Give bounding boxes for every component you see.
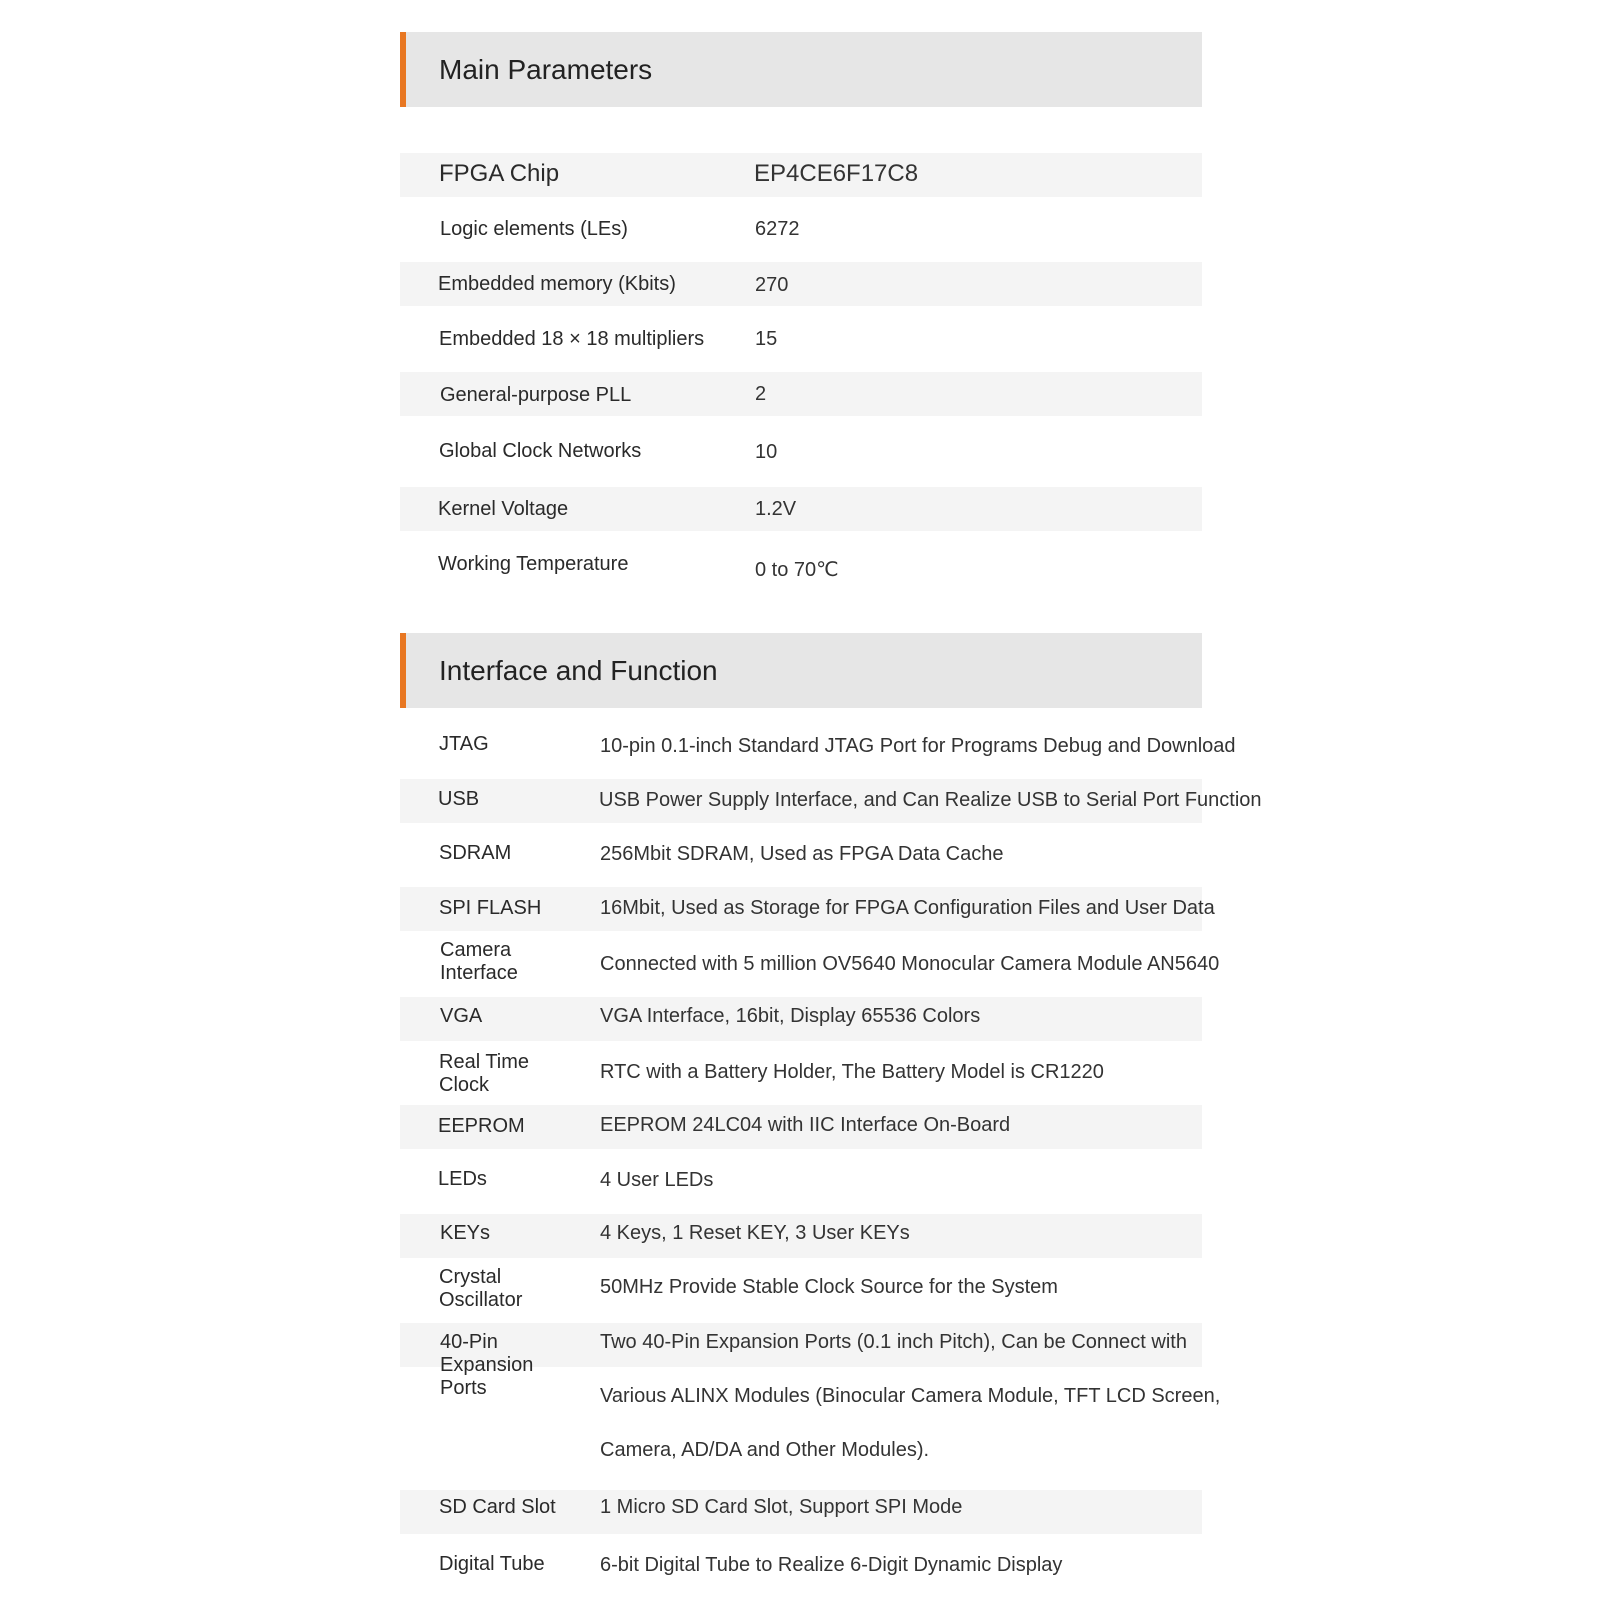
- param-value-global-clock: 10: [755, 441, 778, 463]
- interface-value-expansion-ports-line-2: Various ALINX Modules (Binocular Camera Module, TFT LCD Screen,: [600, 1385, 1221, 1407]
- interface-value-sdram: 256Mbit SDRAM, Used as FPGA Data Cache: [600, 843, 1004, 865]
- interface-label-vga: VGA: [440, 1005, 483, 1027]
- interface-value-keys: 4 Keys, 1 Reset KEY, 3 User KEYs: [600, 1222, 910, 1244]
- interface-label-real-time-clock: Real Time Clock: [439, 1051, 530, 1096]
- interface-value-expansion-ports-line-1: Two 40-Pin Expansion Ports (0.1 inch Pitch), Can be Connect with: [600, 1331, 1187, 1353]
- interface-value-expansion-ports-line-3: Camera, AD/DA and Other Modules).: [600, 1439, 930, 1461]
- param-label-working-temperature: Working Temperature: [438, 553, 629, 575]
- main-parameters-header: [400, 32, 1202, 107]
- interface-value-digital-tube: 6-bit Digital Tube to Realize 6-Digit Dynamic Display: [600, 1554, 1063, 1576]
- interface-value-jtag: 10-pin 0.1-inch Standard JTAG Port for Programs Debug and Download: [600, 735, 1236, 757]
- interface-label-sd-card-slot: SD Card Slot: [439, 1496, 556, 1518]
- param-value-working-temperature: 0 to 70℃: [755, 559, 839, 581]
- interface-value-crystal-oscillator: 50MHz Provide Stable Clock Source for the System: [600, 1276, 1058, 1298]
- interface-label-camera-interface: Camera Interface: [440, 939, 518, 984]
- interface-label-crystal-oscillator: Crystal Oscillator: [439, 1266, 523, 1311]
- interface-label-expansion-ports: 40-Pin Expansion Ports: [440, 1331, 534, 1399]
- interface-label-jtag: JTAG: [439, 733, 489, 755]
- interface-value-usb: USB Power Supply Interface, and Can Realize USB to Serial Port Function: [599, 789, 1262, 811]
- param-label-pll: General-purpose PLL: [440, 384, 632, 406]
- interface-label-eeprom: EEPROM: [438, 1115, 525, 1137]
- interface-label-sdram: SDRAM: [439, 842, 512, 864]
- param-value-logic-elements: 6272: [755, 218, 800, 240]
- interface-value-spi-flash: 16Mbit, Used as Storage for FPGA Configuration Files and User Data: [600, 897, 1215, 919]
- interface-label-keys: KEYs: [440, 1222, 491, 1244]
- interface-function-header: [400, 633, 1202, 708]
- section-title: Main Parameters: [439, 54, 653, 85]
- interface-value-sd-card-slot: 1 Micro SD Card Slot, Support SPI Mode: [600, 1496, 963, 1518]
- param-label-multipliers: Embedded 18 × 18 multipliers: [439, 328, 705, 350]
- interface-label-spi-flash: SPI FLASH: [439, 897, 542, 919]
- param-value-multipliers: 15: [755, 328, 778, 350]
- param-label-kernel-voltage: Kernel Voltage: [438, 498, 569, 520]
- param-label-logic-elements: Logic elements (LEs): [440, 218, 628, 240]
- interface-value-camera-interface: Connected with 5 million OV5640 Monocular Camera Module AN5640: [600, 953, 1220, 975]
- accent-bar: [400, 633, 406, 708]
- interface-value-real-time-clock: RTC with a Battery Holder, The Battery Model is CR1220: [600, 1061, 1104, 1083]
- param-label-fpga-chip: FPGA Chip: [439, 160, 560, 187]
- interface-value-leds: 4 User LEDs: [600, 1169, 714, 1191]
- section-title: Interface and Function: [439, 655, 718, 686]
- param-value-embedded-memory: 270: [755, 274, 789, 296]
- interface-value-eeprom: EEPROM 24LC04 with IIC Interface On-Board: [600, 1114, 1011, 1136]
- interface-label-digital-tube: Digital Tube: [439, 1553, 545, 1575]
- interface-label-usb: USB: [438, 788, 480, 810]
- param-value-pll: 2: [755, 383, 767, 405]
- param-value-kernel-voltage: 1.2V: [755, 498, 797, 520]
- param-label-embedded-memory: Embedded memory (Kbits): [438, 273, 676, 295]
- interface-value-vga: VGA Interface, 16bit, Display 65536 Colors: [600, 1005, 981, 1027]
- param-value-fpga-chip: EP4CE6F17C8: [754, 160, 919, 187]
- param-label-global-clock: Global Clock Networks: [439, 440, 642, 462]
- accent-bar: [400, 32, 406, 107]
- interface-label-leds: LEDs: [438, 1168, 487, 1190]
